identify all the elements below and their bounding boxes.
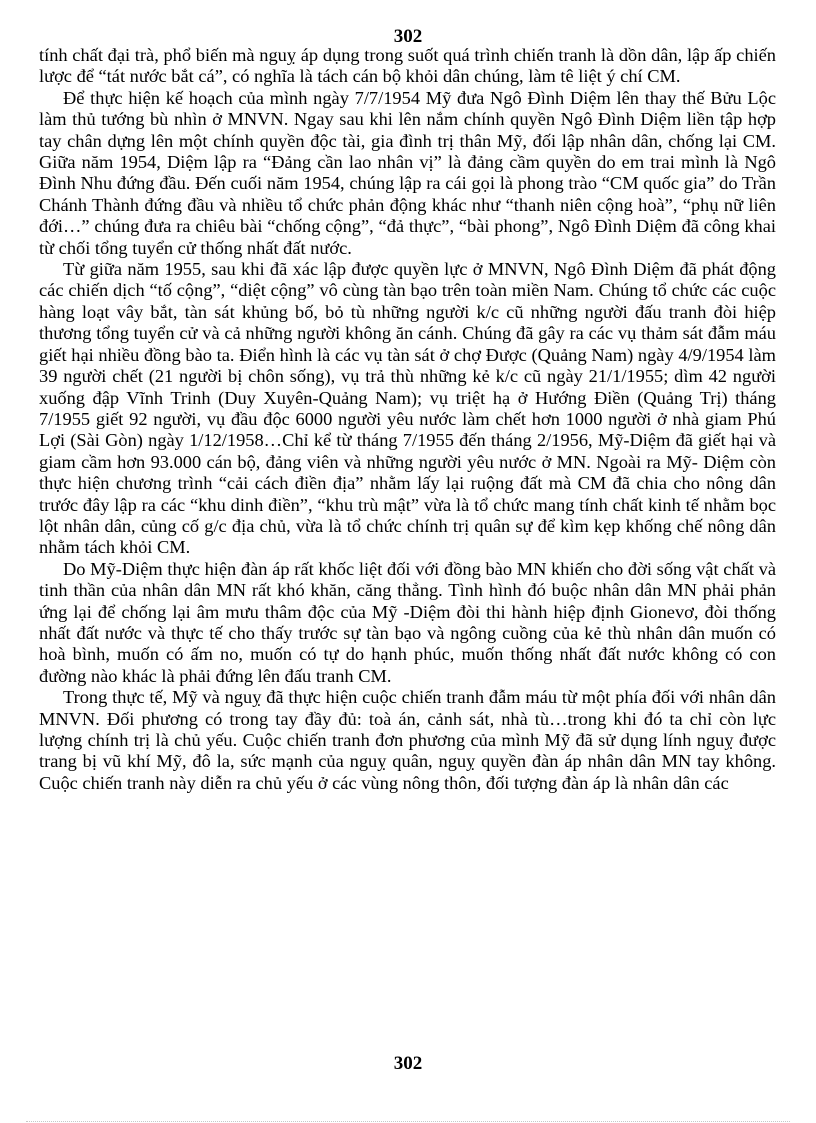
body-text [39, 45, 776, 794]
paragraph: Từ giữa năm 1955, sau khi đã xác lập được quyền lực ở MNVN, Ngô Đình Diệm đã phát động các chiến dịch “tố cộng”, “diệt cộng” vô cùng tàn bạo trên toàn miền Nam. Chúng tổ chức các cuộc hàng loạt vây bắt, tàn sát khủng bố, bỏ tù những người k/c cũ những người đấu tranh đòi hiệp thương tổng tuyển cử và cả những người không ăn cánh. Chúng đã gây ra các vụ thảm sát đẫm máu giết hại nhiều đồng bào ta. Điển hình là các vụ tàn sát ở chợ Được (Quảng Nam) ngày 4/9/1954 làm 39 người chết (21 người bị chôn sống), vụ trả thù những kẻ k/c cũ ngày 21/1/1955; dìm 42 người xuống đập Vĩnh Trinh (Duy Xuyên-Quảng Nam); vụ triệt hạ ở Hướng Điền (Quảng Trị) tháng 7/1955 giết 92 người, vụ đầu độc 6000 người yêu nước làm chết hơn 1000 người ở nhà giam Phú Lợi (Sài Gòn) ngày 1/12/1958…Chỉ kể từ tháng 7/1955 đến tháng 2/1956, Mỹ-Diệm đã giết hại và giam cầm hơn 93.000 cán bộ, đảng viên và những người yêu nước ở MN. Ngoài ra Mỹ- Diệm còn thực hiện chương trình “cải cách điền địa” nhằm lấy lại ruộng đất mà CM đã chia cho nông dân trước đây lập ra các “khu dinh điền”, “khu trù mật” vừa là tổ chức mang tính chất kinh tế nhằm bọc lột nhân dân, củng cố g/c địa chủ, vừa là tổ chức chính trị quân sự để kìm kẹp khống chế nông dân nhằm tách khỏi CM. [39, 259, 776, 558]
page-bottom-divider [26, 1121, 790, 1122]
paragraph-continuation: tính chất đại trà, phổ biến mà nguỵ áp dụng trong suốt quá trình chiến tranh là dồn dân, lập ấp chiến lược để “tát nước bắt cá”, có nghĩa là tách cán bộ khỏi dân chúng, làm tê liệt ý chí CM. [39, 45, 776, 87]
paragraph: Để thực hiện kế hoạch của mình ngày 7/7/1954 Mỹ đưa Ngô Đình Diệm lên thay thế Bửu Lộc làm thủ tướng bù nhìn ở MNVN. Ngay sau khi lên nắm chính quyền Ngô Đình Diệm liền tập hợp tay chân dựng lên một chính quyền độc tài, gia đình trị thân Mỹ, đối lập nhân dân, chống lại CM. Giữa năm 1954, Diệm lập ra “Đảng cần lao nhân vị” là đảng cầm quyền do em trai mình là Ngô Đình Nhu đứng đầu. Đến cuối năm 1954, chúng lập ra cái gọi là phong trào “CM quốc gia” do Trần Chánh Thành đứng đầu và nhiều tổ chức phản động khác như “thanh niên cộng hoà”, “phụ nữ liên đới…” chúng đưa ra chiêu bài “chống cộng”, “đả thực”, “bài phong”, Ngô Đình Diệm đã công khai từ chối tổng tuyển cử thống nhất đất nước. [39, 87, 776, 258]
page-number-bottom: 302 [393, 1053, 423, 1074]
paragraph: Do Mỹ-Diệm thực hiện đàn áp rất khốc liệt đối với đồng bào MN khiến cho đời sống vật chất và tinh thần của nhân dân MN rất khó khăn, căng thẳng. Tình hình đó buộc nhân dân MN phải phản ứng lại để chống lại âm mưu thâm độc của Mỹ -Diệm đòi thi hành hiệp định Gionevơ, đòi thống nhất đất nước và thực tế cho thấy trước sự tàn bạo và ngông cuồng của kẻ thù nhân dân muốn có hoà bình, muốn có ấm no, muốn có tự do hạnh phúc, muốn thống nhất đất nước không có con đường nào khác là phải đứng lên đấu tranh CM. [39, 558, 776, 686]
paragraph: Trong thực tế, Mỹ và nguỵ đã thực hiện cuộc chiến tranh đẫm máu từ một phía đối với nhân dân MNVN. Đối phương có trong tay đầy đủ: toà án, cảnh sát, nhà tù…trong khi đó ta chỉ còn lực lượng chính trị là chủ yếu. Cuộc chiến tranh đơn phương của mình Mỹ đã sử dụng lính nguỵ được trang bị vũ khí Mỹ, đô la, sức mạnh của nguỵ quân, nguỵ quyền đàn áp nhân dân MN tay không. Cuộc chiến tranh này diễn ra chủ yếu ở các vùng nông thôn, đối tượng đàn áp là nhân dân các [39, 687, 776, 793]
page-number-top: 302 [393, 26, 423, 47]
